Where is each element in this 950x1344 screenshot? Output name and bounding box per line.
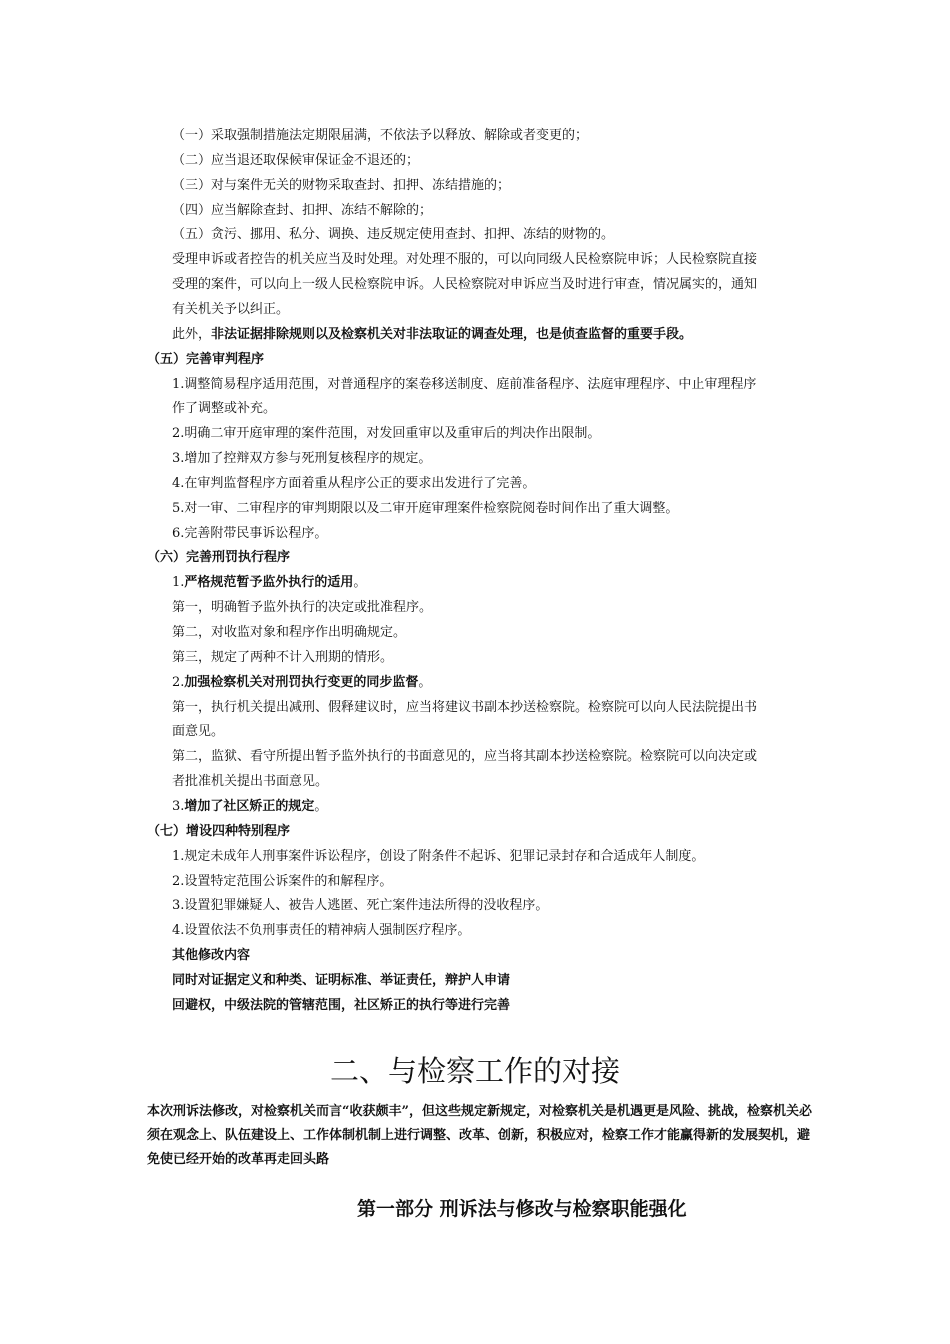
- text-line: [172, 873, 392, 891]
- text-line: [172, 699, 757, 717]
- text-line-lead: 2.: [172, 674, 185, 690]
- text-line-lead: 5.对一审、二审程序的审判期限以及二审开庭审理案件检察院阅卷时间作出了重大调整。: [172, 500, 679, 516]
- text-line: [172, 897, 548, 915]
- part-title: 第一部分 刑诉法与修改与检察职能强化: [357, 1198, 687, 1220]
- text-line: [172, 748, 757, 766]
- text-line-emphasis: 加强检察机关对刑罚执行变更的同步监督: [184, 674, 419, 690]
- text-line: [172, 624, 406, 642]
- text-line-lead: 4.设置依法不负刑事责任的精神病人强制医疗程序。: [172, 923, 471, 939]
- text-line: [172, 922, 470, 940]
- text-line-lead: 第三，规定了两种不计入刑期的情形。: [172, 649, 394, 665]
- text-line: [172, 972, 510, 990]
- text-line: [172, 177, 510, 195]
- text-line-end: 。: [314, 798, 328, 814]
- text-line: [172, 599, 432, 617]
- text-line-lead: 受理申诉或者控告的机关应当及时处理。对处理不服的，可以向同级人民检察院申诉；人民检察院直接: [172, 252, 758, 268]
- text-line-lead: （五）贪污、挪用、私分、调换、违反规定使用查封、扣押、冻结的财物的。: [172, 227, 615, 243]
- text-line-lead: 受理的案件，可以向上一级人民检察院申诉。人民检察院对申诉应当及时进行审查，情况属实的，通知: [172, 277, 758, 293]
- text-line: [172, 848, 704, 866]
- text-line-lead: 其他修改内容: [172, 948, 251, 964]
- text-line: [172, 226, 614, 244]
- text-line-lead: 4.在审判监督程序方面着重从程序公正的要求出发进行了完善。: [172, 475, 536, 491]
- text-line-lead: 此外，: [172, 326, 212, 342]
- text-line: [172, 773, 328, 791]
- text-line-lead: 第二，监狱、看守所提出暂予监外执行的书面意见的，应当将其副本抄送检察院。检察院可以向决定或: [172, 749, 758, 765]
- text-line-lead: （二）应当退还取保候审保证金不退还的；: [172, 152, 420, 168]
- text-line-lead: 1.调整简易程序适用范围，对普通程序的案卷移送制度、庭前准备程序、法庭审理程序、中止审理程序: [172, 376, 757, 392]
- text-line-lead: （四）应当解除查封、扣押、冻结不解除的；: [172, 202, 433, 218]
- text-line: [172, 376, 756, 394]
- text-line-lead: 第二，对收监对象和程序作出明确规定。: [172, 625, 407, 640]
- text-line-end: 。: [353, 575, 367, 591]
- text-line: [172, 674, 431, 692]
- text-line-lead: 2.明确二审开庭审理的案件范围，对发回重审以及重审后的判决作出限制。: [172, 426, 601, 442]
- text-line-lead: 2.设置特定范围公诉案件的和解程序。: [172, 873, 393, 889]
- text-line-lead: 第一，明确暂予监外执行的决定或批准程序。: [172, 600, 433, 616]
- text-line: [172, 475, 535, 493]
- text-line-lead: 1.规定未成年人刑事案件诉讼程序，创设了附条件不起诉、犯罪记录封存和合适成年人制度。: [172, 848, 705, 864]
- text-line-lead: （五）完善审判程序: [147, 351, 265, 367]
- text-line-lead: 1.: [172, 575, 185, 591]
- text-line-lead: （七）增设四种特别程序: [147, 823, 291, 839]
- text-line: [172, 400, 276, 418]
- text-line-emphasis: 增加了社区矫正的规定: [184, 798, 315, 814]
- section-heading: [147, 351, 264, 369]
- text-line-lead: 3.: [172, 798, 185, 814]
- text-line: [172, 574, 366, 592]
- text-line-lead: 6.完善附带民事诉讼程序。: [172, 525, 328, 541]
- text-line-end: 。: [418, 674, 432, 690]
- text-line: [172, 251, 757, 269]
- text-line-lead: 面意见。: [172, 724, 225, 740]
- text-line-lead: 回避权，中级法院的管辖范围，社区矫正的执行等进行完善: [172, 997, 511, 1013]
- text-line: [172, 301, 289, 319]
- section-heading: [147, 549, 290, 567]
- text-line: [172, 450, 431, 468]
- text-line: [172, 326, 692, 344]
- text-line-lead: 作了调整或补充。: [172, 401, 277, 417]
- text-line-lead: 有关机关予以纠正。: [172, 301, 290, 317]
- text-line: [172, 152, 419, 170]
- text-line-emphasis: 严格规范暂予监外执行的适用: [184, 575, 354, 591]
- text-line-lead: （三）对与案件无关的财物采取查封、扣押、冻结措施的；: [172, 177, 511, 193]
- text-line: [172, 947, 250, 965]
- text-line: [172, 276, 757, 294]
- section-heading: [147, 823, 290, 841]
- text-line: [172, 127, 588, 145]
- text-line: [172, 723, 224, 741]
- text-line-lead: 3.增加了控辩双方参与死刑复核程序的规定。: [172, 451, 432, 467]
- text-line-lead: 者批准机关提出书面意见。: [172, 774, 329, 790]
- text-line: [172, 500, 678, 518]
- intro-paragraph: 本次刑诉法修改，对检察机关而言“收获颇丰”，但这些规定新规定，对检察机关是机遇更是风险、挑战，检察机关必须在观念上、队伍建设上、工作体制机制上进行调整、改革、创新，积极应对，检察工作才能赢得新的发展契机，避免使已经开始的改革再走回头路: [147, 1104, 812, 1167]
- text-line: [172, 202, 432, 220]
- text-line-lead: 第一，执行机关提出减刑、假释建议时，应当将建议书副本抄送检察院。检察院可以向人民法院提出书: [172, 699, 758, 715]
- text-line: [172, 798, 327, 816]
- text-line: [172, 525, 327, 543]
- text-line: [172, 425, 600, 443]
- text-line: [172, 997, 510, 1015]
- text-line-lead: （六）完善刑罚执行程序: [147, 550, 291, 566]
- section-title: 二、与检察工作的对接: [329, 1054, 620, 1088]
- text-line-lead: （一）采取强制措施法定期限届满，不依法予以释放、解除或者变更的；: [172, 128, 589, 143]
- text-line-lead: 同时对证据定义和种类、证明标准、举证责任，辩护人申请: [172, 972, 511, 988]
- text-line-lead: 3.设置犯罪嫌疑人、被告人逃匿、死亡案件违法所得的没收程序。: [172, 898, 549, 914]
- text-line-emphasis: 非法证据排除规则以及检察机关对非法取证的调查处理，也是侦查监督的重要手段。: [211, 326, 693, 342]
- text-line: [172, 649, 393, 667]
